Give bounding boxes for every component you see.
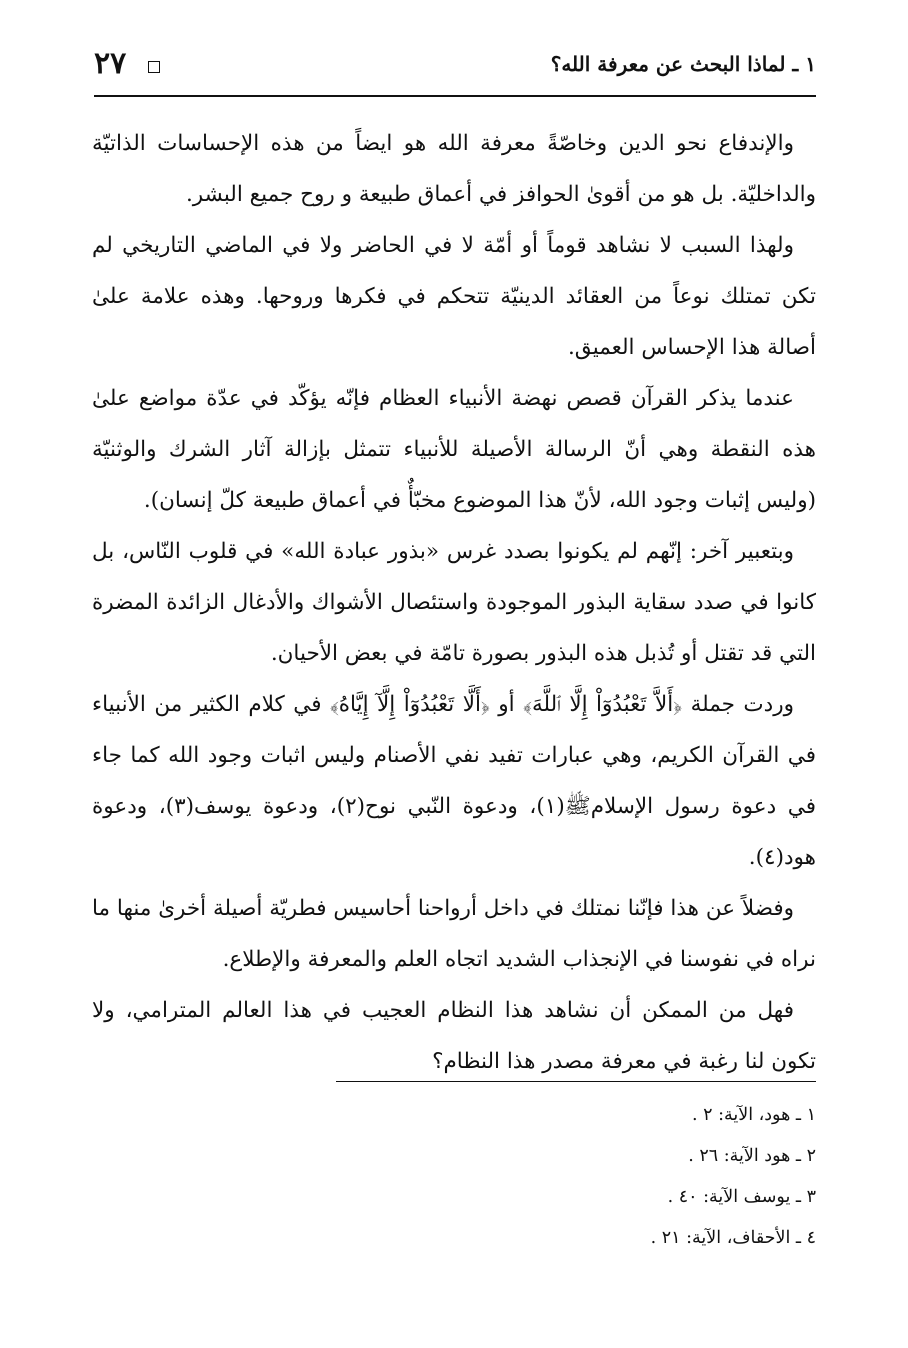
footnote-item: ١ ـ هود، الآية: ٢ .: [691, 1105, 816, 1125]
main-text: [92, 118, 816, 1087]
chapter-title: ١ ـ لماذا البحث عن معرفة الله؟: [550, 52, 816, 76]
paragraph: فهل من الممكن أن نشاهد هذا النظام العجيب في هذا العالم المترامي، ولا تكون لنا رغبة في معرفة مصدر هذا النظام؟: [92, 998, 816, 1074]
footnote-item: ٤ ـ الأحقاف، الآية: ٢١ .: [650, 1228, 816, 1248]
paragraph: ولهذا السبب لا نشاهد قوماً أو أمّة لا في الحاضر ولا في الماضي التاريخي لم تكن تمتلك نوعاً من العقائد الدينيّة تتحكم في فكرها وروحها. وهذه علامة علىٰ أصالة هذا الإحساس العميق.: [92, 233, 816, 360]
running-header: [94, 46, 816, 94]
paragraph: عندما يذكر القرآن قصص نهضة الأنبياء العظام فإنّه يؤكّد في عدّة مواضع علىٰ هذه النقطة وهي أنّ الرسالة الأصيلة للأنبياء تتمثل بإزالة آثار الشرك والوثنيّة (وليس إثبات وجود الله، لأنّ هذا الموضوع مخبّأٌ في أعماق طبيعة كلّ إنسان).: [92, 386, 816, 513]
page-number: ٢٧: [94, 46, 127, 81]
paragraph: وبتعبير آخر: إنّهم لم يكونوا بصدد غرس «بذور عبادة الله» في قلوب النّاس، بل كانوا في صدد سقاية البذور الموجودة واستئصال الأشواك والأدغال الزائدة المضرة التي قد تقتل أو تُذبل هذه البذور بصورة تامّة في بعض الأحيان.: [92, 539, 816, 666]
footnote-item: ٣ ـ يوسف الآية: ٤٠ .: [667, 1187, 816, 1207]
footnotes: [416, 1095, 816, 1259]
paragraph: وفضلاً عن هذا فإنّنا نمتلك في داخل أرواحنا أحاسيس فطريّة أصيلة أخرىٰ منها ما نراه في نفوسنا في الإنجذاب الشديد اتجاه العلم والمعرفة والإطلاع.: [92, 896, 816, 972]
paragraph: والإندفاع نحو الدين وخاصّةً معرفة الله هو ايضاً من هذه الإحساسات الذاتيّة والداخليّة. بل هو من أقوىٰ الحوافز في أعماق طبيعة و روح جميع البشر.: [92, 131, 816, 207]
paragraph: وردت جملة ﴿أَلاَّ تَعْبُدُوٓاْ إِلَّا ٱللَّهَ﴾ أو ﴿أَلَّا تَعْبُدُوٓاْ إِلَّآ إِيَّاهُ﴾ في كلام الكثير من الأنبياء في القرآن الكريم، وهي عبارات تفيد نفي الأصنام وليس اثبات وجود الله كما جاء في دعوة رسول الإسلامﷺ(١)، ودعوة النّبي نوح(٢)، ودعوة يوسف(٣)، ودعوة هود(٤).: [92, 692, 816, 870]
square-ornament-icon: [148, 61, 160, 73]
footnote-divider: [336, 1081, 816, 1082]
header-divider: [94, 95, 816, 97]
footnote-item: ٢ ـ هود الآية: ٢٦ .: [688, 1146, 816, 1166]
